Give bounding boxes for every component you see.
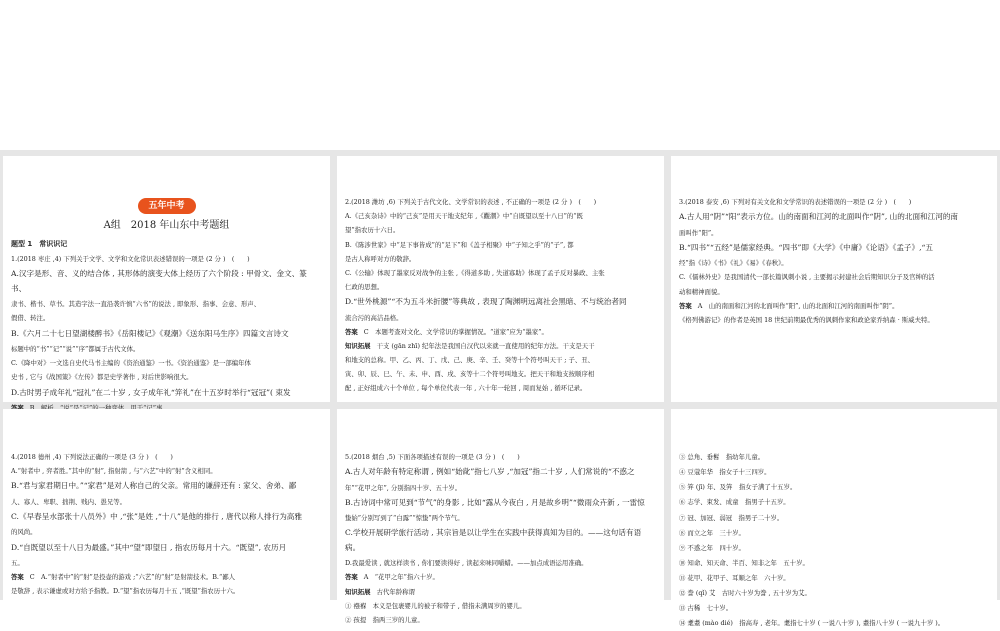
option-d-line-1: D.“自既望以至十八日为最盛。”其中“望”即望日 , 指农历每月十六。“既望”, 农历月: [11, 542, 287, 552]
option-d-line-1: D.“世外桃源”“不为五斗米折腰”等典故 , 表现了陶渊明远离社会黑暗、不与统治者同: [345, 297, 627, 307]
list-item: ③ 总角、垂髫 指幼年儿童。: [679, 453, 765, 461]
answer-text-2: 《格列佛游记》的作者是英国 18 世纪前期最优秀的讽刺作家和政论家乔纳森 · 斯威夫特。: [679, 315, 934, 324]
list-item: ④ 豆蔻年华 指女子十三四岁。: [679, 468, 771, 477]
option-a-line-3: 假借、转注。: [11, 314, 50, 323]
option-a-line-1: A.汉字是形、音、义的结合体 , 其形体的演变大体上经历了六个阶段 : 甲骨文、金文、篆书、: [11, 269, 307, 293]
page-panel-6: [671, 409, 997, 628]
option-a-line-2: 望”指农历十六日。: [345, 226, 400, 235]
answer-label: 答案: [679, 301, 692, 310]
option-b-line-2: 标题中的“书”“记”“说”“序”都属于古代文体。: [11, 345, 140, 354]
extension-title: 古代年龄称谓: [376, 587, 415, 596]
answer-label: 答案: [11, 573, 24, 582]
list-item: ⑤ 笄 (jī) 年、及笄 指女子满了十五岁。: [679, 483, 797, 492]
option-a-line-1: A.古人对年龄有特定称谓 , 例如“始龀”指七八岁 ,“加冠”指二十岁 , 人们常说的“不惑之: [345, 467, 635, 477]
option-a-line-2: 面叫作“阳”。: [679, 228, 718, 237]
option-a-line-1: A.古人用“阴”“阳”表示方位。山的南面和江河的北面叫作“阴”, 山的北面和江河的南: [679, 212, 959, 222]
option-b-line-1: B.“四书”“五经”是儒家经典。“四书”即《大学》《中庸》《论语》《孟子》,“五: [679, 242, 933, 252]
option-b-line-1: B.“君与家君期日中。”“家君”是对人称自己的父亲。常用的谦辞还有 : 家父、舍弟、鄙: [11, 481, 297, 491]
option-c-line-2: 仁政的思想。: [345, 283, 384, 292]
answer-text: A “花甲之年”指六十岁。: [363, 573, 439, 582]
page-panel-2: [337, 156, 664, 402]
option-b-line-2: 经”指《诗》《书》《礼》《易》《春秋》。: [679, 259, 788, 268]
age-term-list: [679, 451, 989, 631]
option-d-line-2: 流合污的高洁品格。: [345, 313, 403, 322]
extension-text-1: 干支 (gān zhī) 纪年法是我国自汉代以来就一直使用的纪年方法。干支是天干: [376, 341, 595, 350]
option-d-line-2: 五。: [11, 558, 24, 567]
option-a-line-2: 隶书、楷书、草书。其造字法一直沿袭许慎“六书”的说法 , 即象形、指事、会意、形声、: [11, 300, 261, 309]
type-title: 题型 1 常识识记: [11, 240, 68, 248]
page-panel-4: [3, 409, 330, 600]
option-a-line-1: A.“射者中 , 弈者胜。”其中的“射”, 指射箭 , 与“六艺”中的“射”含义相同。: [11, 467, 217, 476]
list-item: ⑫ 誊 (qǐ) 艾 古时六十岁为誊 , 五十岁为艾。: [679, 589, 811, 598]
group-title: A组 2018 年山东中考题组: [103, 220, 230, 231]
option-b-line-2: 是古人称呼对方的敬辞。: [345, 254, 416, 263]
option-c-line-1: C.《降中对》一文选自史代马书主编的《资治通鉴》一书。《资治通鉴》是一部编年体: [11, 359, 251, 368]
answer-text: C A.“射者中”的“射”是投壶的游戏 ;“六艺”的“射”是射箭技术。B.“鄙人: [29, 573, 236, 582]
option-c-line-1: C.《公输》体现了墨家反对战争的主张 ,《得道多助 , 失道寡助》体现了孟子反对暴政、主张: [345, 268, 605, 277]
extension-line-2: 和地支的总称。甲、乙、丙、丁、戊、己、庚、辛、壬、癸等十个符号叫天干 ; 子、丑、: [345, 356, 595, 365]
list-item: ⑥ 志学、束发、成童 指男子十五岁。: [679, 498, 790, 507]
option-d-line-1: D.我最爱读 , 就这样读书 , 你们要读得好 , 读起来味同嚼蜡。——加点成语运用准确。: [345, 559, 588, 568]
answer-text: A 山的南面和江河的北面叫作“阳”, 山的北面和江河的南面叫作“阴”。: [697, 301, 899, 310]
list-item: ⑬ 古稀 七十岁。: [679, 604, 733, 613]
answer-line: [345, 571, 656, 583]
option-c-line-1: C.《儒林外史》是我国清代一部长篇讽刺小说 , 主要揭示封建社会后期知识分子及官绅的活: [679, 273, 935, 282]
option-c-line-2: 史书 , 它与《战国策》《左传》都是史学著作 , 对后世影响很大。: [11, 373, 193, 382]
page-panel-1: [3, 156, 330, 402]
option-d-line-1: D.古时男子成年礼“冠礼”在二十岁 , 女子成年礼“笄礼”在十五岁时举行“冠冠”( 束发: [11, 387, 291, 397]
question-2-stem: 2.(2018 潍坊 ,6) 下列关于古代文化、文学常识的表述 , 不正确的一项是 (2 分 ) ( ): [345, 198, 597, 206]
option-b-line-2: 人、寡人、卑职、拙荆、贱内、愚兄等。: [11, 497, 127, 506]
answer-line: [11, 571, 322, 583]
option-b-line-2: 蛰始”分别写到了“白露”“惊蛰”两个节气。: [345, 514, 464, 523]
option-c-line-2: 的风尚。: [11, 528, 37, 537]
list-item: ⑦ 冠、加冠、弱冠 指男子二十岁。: [679, 513, 784, 522]
list-item: ⑨ 不惑之年 四十岁。: [679, 543, 745, 552]
question-1-stem: 1.(2018 枣庄 ,4) 下列关于文学、文学和文化常识表述错误的一项是 (2 分 ) ( ): [11, 255, 250, 264]
answer-text: C 本题考查对文化、文学常识的掌握情况。“道家”应为“墨家”。: [363, 327, 548, 336]
option-c-line-1: C.学校开展研学旅行活动 , 其宗旨是以让学生在实践中获得真知为目的。——这句话有语病。: [345, 528, 642, 552]
option-a-line-1: A.《己亥杂诗》中的“己亥”是用天干地支纪年 ,《觀潮》中“自既望以至十八日”的“既: [345, 212, 583, 221]
extension-label: 知识拓展: [345, 587, 371, 596]
answer-label: 答案: [345, 327, 358, 336]
page-panel-5: [337, 409, 664, 624]
answer-label: 答案: [345, 573, 358, 582]
option-b-line-1: B.《陈涉世家》中“足下事皆成”的“足下”和《盖子相聚》中“子知之乎”的“子”, 都: [345, 240, 574, 249]
answer-line: [679, 300, 989, 312]
answer-line: [345, 326, 656, 338]
list-item: ⑩ 知命、知天命、半百、知非之年 五十岁。: [679, 558, 809, 567]
extension-line-4: 配 , 正好组成六十个单位 , 每个单位代表一年 , 六十年一轮回 , 周而复始 , 循环记录。: [345, 384, 587, 393]
question-4-stem: 4.(2018 德州 ,4) 下列说法正确的一项是 (3 分 ) ( ): [11, 453, 173, 461]
option-a-line-2: 年”“花甲之年”, 分别指四十岁、五十岁。: [345, 483, 462, 492]
list-item: ⑪ 花甲、花甲子、耳顺之年 六十岁。: [679, 574, 790, 582]
section-banner: 五年中考: [138, 198, 196, 214]
extension-line-1: [345, 340, 656, 352]
extension-line-2: ② 孩提 指两三岁的儿童。: [345, 615, 424, 624]
extension-title-line: [345, 586, 656, 598]
list-item: ⑧ 而立之年 三十岁。: [679, 528, 745, 537]
option-c-line-1: C.《早春呈水部张十八员外》中 ,“张”是姓 ,“十八”是他的排行 , 唐代以称人排行为高雅: [11, 511, 302, 521]
question-5-stem: 5.(2018 烟台 ,5) 下面各项描述有误的一项是 (3 分 ) ( ): [345, 453, 520, 461]
extension-line-3: 寅、卯、辰、巳、午、未、申、酉、戌、亥等十二个符号叫地支。把天干和地支按顺序相: [345, 370, 595, 379]
option-b-line-1: B.《六月二十七日望湖楼醉书》《岳阳楼记》《观潮》《送东阳马生序》四篇文言诗文: [11, 328, 289, 338]
extension-line-1: ① 襁褓 本义是包裹婴儿的被子和带子 , 借指未满周岁的婴儿。: [345, 601, 526, 610]
option-b-line-1: B.古诗词中常可见到“节气”的身影 , 比如“露从今夜白 , 月是故乡明”“微雨众卉新 , 一雷惊: [345, 497, 645, 507]
page-panel-3: [671, 156, 997, 402]
extension-label: 知识拓展: [345, 341, 371, 350]
option-c-line-2: 动和精神面貌。: [679, 287, 724, 296]
answer-text-2: 是敬辞 , 表示谦虚或对方给予指教。D.“望”指农历每月十五 ,“既望”指农历十六。: [11, 587, 240, 596]
question-3-stem: 3.(2018 泰安 ,6) 下列对有关文化和文学常识的表述错误的一项是 (2 分 ) ( ): [679, 198, 912, 206]
list-item: ⑭ 耄耋 (mào dié) 指高寿 , 老年。耄指七十岁 ( 一说八十岁 ), 耋指八十岁 ( 一说九十岁 )。: [679, 619, 945, 628]
